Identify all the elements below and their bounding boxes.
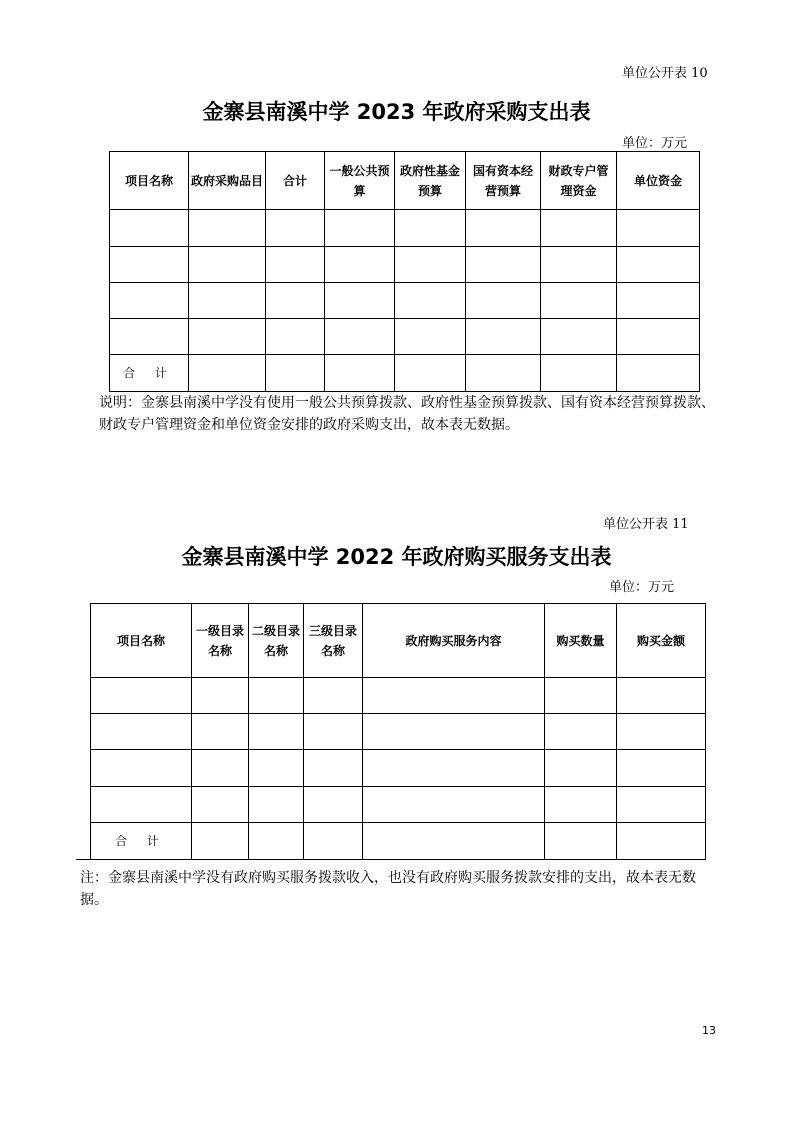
- table-cell: [541, 210, 617, 247]
- table-row: [91, 678, 706, 714]
- table-cell: [91, 678, 192, 714]
- table11-header-row: [91, 604, 706, 678]
- table11-header-level2-catalog: 二级目录名称: [249, 604, 304, 678]
- table-cell: [395, 210, 466, 247]
- table10-total-label: 合 计: [110, 355, 189, 392]
- table-cell: [617, 823, 706, 860]
- table-cell: [545, 750, 617, 787]
- table-row: [91, 714, 706, 750]
- table-cell: [266, 247, 325, 283]
- table-cell: [363, 750, 545, 787]
- table-cell: [304, 787, 363, 823]
- table11-header-project-name: 项目名称: [91, 604, 192, 678]
- table10-total-row: [110, 355, 700, 392]
- table-cell: [110, 210, 189, 247]
- table-cell: [249, 678, 304, 714]
- table-cell: [266, 210, 325, 247]
- table-cell: [192, 714, 249, 750]
- table10-tag: 单位公开表 10: [622, 66, 708, 81]
- table-cell: [249, 823, 304, 860]
- table-cell: [395, 247, 466, 283]
- table11-header-service-content: 政府购买服务内容: [363, 604, 545, 678]
- table10-header-row: [110, 152, 700, 210]
- table10-header-special-account: 财政专户管理资金: [541, 152, 617, 210]
- table-cell: [545, 678, 617, 714]
- table-cell: [249, 787, 304, 823]
- table-cell: [110, 319, 189, 355]
- table11-grid: [90, 603, 706, 860]
- table11-note: 注：金寨县南溪中学没有政府购买服务拨款收入，也没有政府购买服务拨款安排的支出，故本表无数据。: [80, 870, 696, 908]
- table-cell: [189, 355, 266, 392]
- table-cell: [541, 319, 617, 355]
- table-cell: [304, 714, 363, 750]
- table-cell: [363, 787, 545, 823]
- table-cell: [541, 283, 617, 319]
- table-cell: [466, 319, 541, 355]
- table-cell: [189, 283, 266, 319]
- table-row: [110, 283, 700, 319]
- table-cell: [325, 247, 395, 283]
- table-row: [110, 247, 700, 283]
- table-cell: [395, 319, 466, 355]
- table11-total-row: [91, 823, 706, 860]
- table-cell: [325, 319, 395, 355]
- table-cell: [192, 750, 249, 787]
- table-cell: [617, 787, 706, 823]
- table-cell: [395, 355, 466, 392]
- table-cell: [91, 750, 192, 787]
- table-cell: [617, 750, 706, 787]
- table11-title: 金寨县南溪中学 2022 年政府购买服务支出表: [181, 545, 612, 569]
- table-cell: [541, 247, 617, 283]
- table10-header-fund-budget: 政府性基金预算: [395, 152, 466, 210]
- table-cell: [466, 355, 541, 392]
- divider-line: [76, 859, 690, 860]
- table10-header-procurement-item: 政府采购品目: [189, 152, 266, 210]
- table10-header-total: 合计: [266, 152, 325, 210]
- table10-unit: 单位：万元: [622, 136, 688, 151]
- table-cell: [189, 319, 266, 355]
- table-cell: [91, 787, 192, 823]
- table10-header-unit-funds: 单位资金: [617, 152, 700, 210]
- table-cell: [363, 714, 545, 750]
- table-cell: [466, 283, 541, 319]
- table-row: [91, 750, 706, 787]
- table-cell: [266, 355, 325, 392]
- table-cell: [192, 678, 249, 714]
- table11-header-level3-catalog: 三级目录名称: [304, 604, 363, 678]
- table-cell: [617, 283, 700, 319]
- table-cell: [189, 210, 266, 247]
- table-cell: [110, 283, 189, 319]
- table-cell: [395, 283, 466, 319]
- table10-note: 说明：金寨县南溪中学没有使用一般公共预算拨款、政府性基金预算拨款、国有资本经营预算拨款、财政专户管理资金和单位资金安排的政府采购支出，故本表无数据。: [99, 395, 715, 433]
- table11-unit: 单位：万元: [609, 580, 675, 595]
- table-cell: [110, 247, 189, 283]
- table-cell: [192, 787, 249, 823]
- table10-header-state-capital-budget: 国有资本经营预算: [466, 152, 541, 210]
- table-cell: [617, 247, 700, 283]
- table-cell: [325, 355, 395, 392]
- table-cell: [617, 210, 700, 247]
- table-cell: [541, 355, 617, 392]
- table-cell: [363, 823, 545, 860]
- table-cell: [325, 283, 395, 319]
- table-cell: [617, 319, 700, 355]
- table10-grid: [109, 151, 700, 392]
- table10-header-project-name: 项目名称: [110, 152, 189, 210]
- table-row: [110, 319, 700, 355]
- table-cell: [617, 714, 706, 750]
- table-cell: [249, 750, 304, 787]
- page-number: 13: [702, 1024, 716, 1037]
- table-cell: [304, 823, 363, 860]
- table11-total-label: 合 计: [91, 823, 192, 860]
- table11-header-quantity: 购买数量: [545, 604, 617, 678]
- table10-title: 金寨县南溪中学 2023 年政府采购支出表: [202, 100, 591, 124]
- table-cell: [325, 210, 395, 247]
- table-cell: [617, 678, 706, 714]
- table-cell: [545, 823, 617, 860]
- table-row: [91, 787, 706, 823]
- table-cell: [466, 247, 541, 283]
- table-cell: [304, 678, 363, 714]
- table-cell: [189, 247, 266, 283]
- table-cell: [266, 319, 325, 355]
- table-cell: [91, 714, 192, 750]
- table-row: [110, 210, 700, 247]
- table11-header-level1-catalog: 一级目录名称: [192, 604, 249, 678]
- table-cell: [266, 283, 325, 319]
- table-cell: [249, 714, 304, 750]
- table-cell: [545, 714, 617, 750]
- table-cell: [363, 678, 545, 714]
- table-cell: [192, 823, 249, 860]
- table-cell: [617, 355, 700, 392]
- table-cell: [304, 750, 363, 787]
- table-cell: [466, 210, 541, 247]
- table-cell: [545, 787, 617, 823]
- table11-tag: 单位公开表 11: [603, 517, 689, 532]
- table11-header-amount: 购买金额: [617, 604, 706, 678]
- table10-header-general-budget: 一般公共预算: [325, 152, 395, 210]
